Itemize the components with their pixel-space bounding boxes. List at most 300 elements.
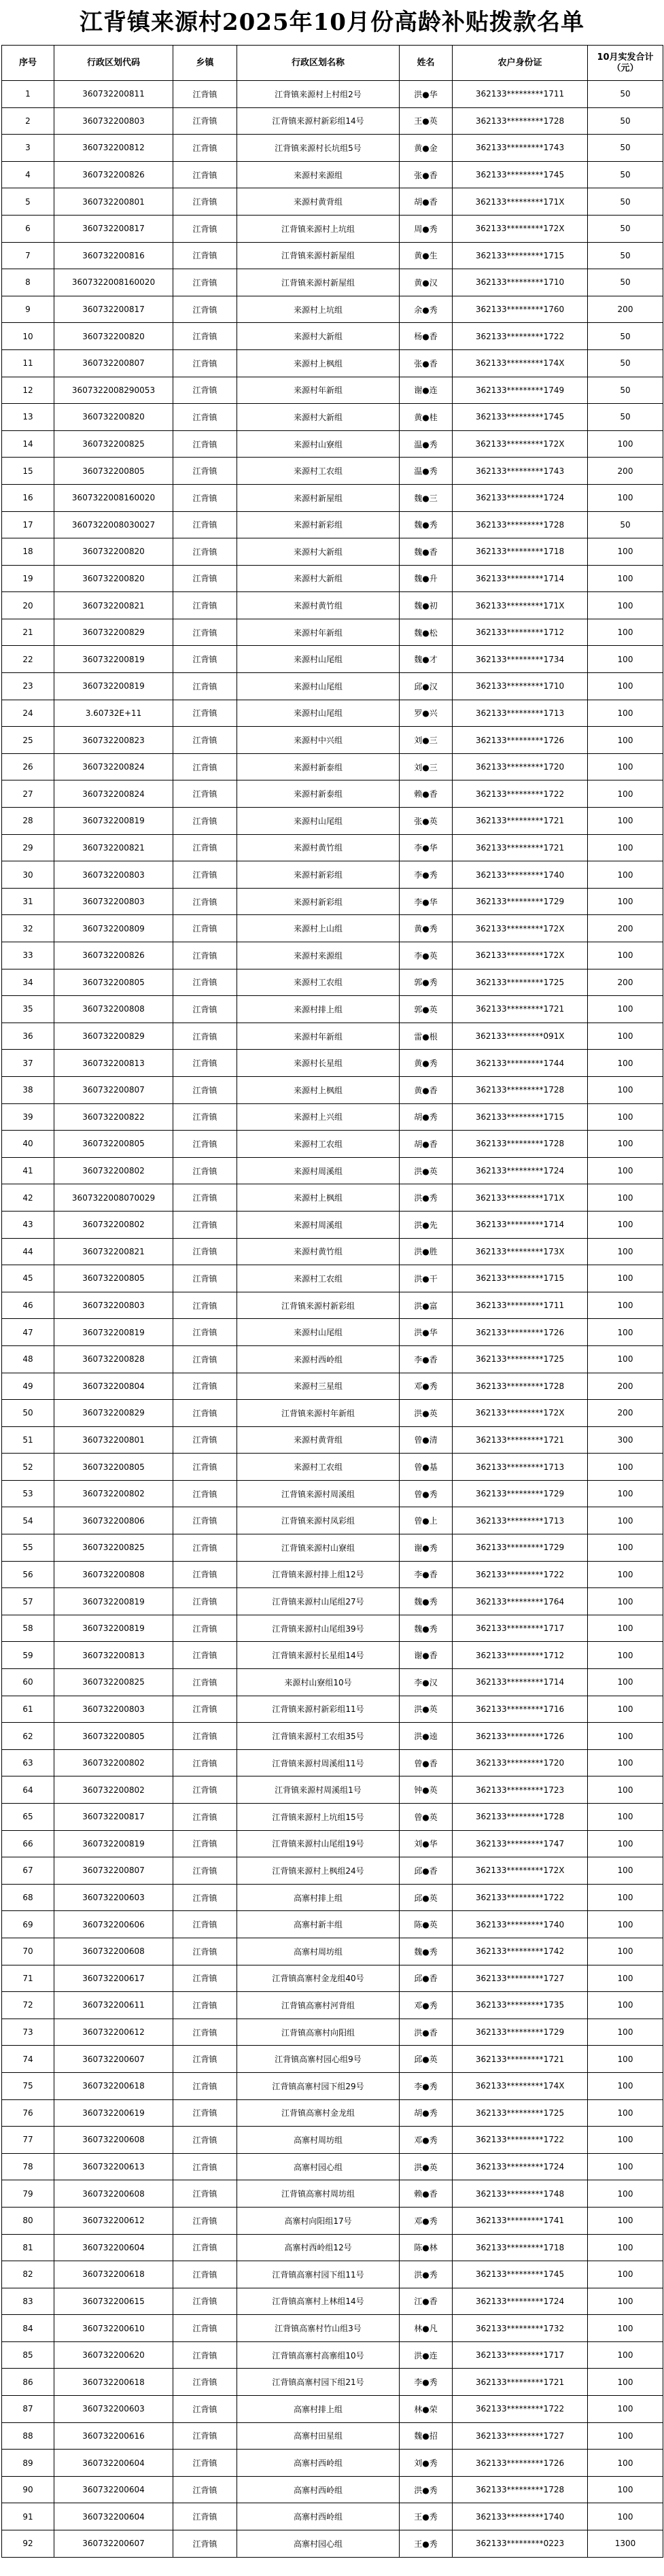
cell-index: 71 [2,1965,54,1992]
cell-region-name: 高寨村新丰组 [237,1911,400,1938]
cell-region-code: 360732200820 [54,538,173,566]
cell-index: 28 [2,808,54,835]
cell-id-number: 362133*********1718 [453,538,588,566]
cell-index: 9 [2,296,54,323]
cell-name: 魏●秀 [400,511,453,538]
cell-amount: 100 [588,2503,663,2530]
cell-region-code: 360732200604 [54,2450,173,2477]
cell-index: 7 [2,242,54,269]
cell-town: 江背镇 [173,458,237,485]
cell-name: 谢●香 [400,1642,453,1669]
cell-town: 江背镇 [173,2261,237,2288]
cell-name: 邓●秀 [400,2127,453,2154]
cell-index: 3 [2,135,54,162]
cell-town: 江背镇 [173,1345,237,1373]
table-row [2,915,663,942]
cell-amount: 200 [588,1400,663,1427]
cell-index: 42 [2,1184,54,1212]
cell-amount: 100 [588,861,663,889]
table-row [2,2476,663,2503]
cell-region-name: 来源村大新组 [237,404,400,431]
cell-town: 江背镇 [173,215,237,242]
cell-region-name: 江背镇高寨村高寨组10号 [237,2341,400,2369]
cell-amount: 100 [588,1292,663,1319]
cell-index: 46 [2,1292,54,1319]
cell-amount: 50 [588,135,663,162]
cell-amount: 100 [588,2288,663,2315]
cell-town: 江背镇 [173,673,237,700]
cell-index: 19 [2,565,54,592]
cell-id-number: 362133*********1718 [453,2234,588,2261]
cell-amount: 100 [588,1911,663,1938]
cell-name: 林●凡 [400,2315,453,2342]
cell-town: 江背镇 [173,1965,237,1992]
cell-region-code: 360732200802 [54,1776,173,1804]
table-row [2,727,663,754]
cell-amount: 100 [588,1992,663,2019]
cell-id-number: 362133*********1724 [453,2288,588,2315]
cell-id-number: 362133*********1721 [453,996,588,1023]
cell-amount: 100 [588,1319,663,1346]
cell-amount: 100 [588,753,663,780]
cell-index: 64 [2,1776,54,1804]
cell-town: 江背镇 [173,188,237,216]
cell-region-code: 360732200608 [54,2180,173,2208]
cell-amount: 100 [588,1642,663,1669]
cell-name: 洪●秀 [400,1184,453,1212]
cell-town: 江背镇 [173,511,237,538]
cell-region-code: 360732200611 [54,1992,173,2019]
table-row [2,430,663,458]
subsidy-table [1,45,663,2558]
table-row [2,1561,663,1588]
cell-town: 江背镇 [173,915,237,942]
cell-region-code: 360732200805 [54,969,173,996]
cell-region-code: 360732200612 [54,2207,173,2234]
cell-region-code: 360732200604 [54,2476,173,2503]
cell-id-number: 362133*********1728 [453,107,588,135]
cell-region-code: 360732200826 [54,161,173,188]
cell-amount: 100 [588,2072,663,2099]
table-row [2,349,663,377]
cell-region-name: 江背镇高寨村园下组29号 [237,2072,400,2099]
cell-id-number: 362133*********172X [453,915,588,942]
cell-town: 江背镇 [173,377,237,404]
cell-id-number: 362133*********1723 [453,1776,588,1804]
cell-region-code: 3.60732E+11 [54,700,173,727]
cell-town: 江背镇 [173,1400,237,1427]
cell-id-number: 362133*********1722 [453,780,588,808]
cell-name: 曾●清 [400,1426,453,1454]
cell-region-name: 来源村黄竹组 [237,592,400,619]
cell-id-number: 362133*********172X [453,215,588,242]
cell-id-number: 362133*********1727 [453,2422,588,2450]
cell-town: 江背镇 [173,2503,237,2530]
cell-name: 杨●香 [400,323,453,350]
cell-id-number: 362133*********1728 [453,2476,588,2503]
cell-region-code: 360732200603 [54,2396,173,2423]
cell-name: 邱●汉 [400,673,453,700]
cell-region-code: 360732200821 [54,1238,173,1265]
cell-amount: 300 [588,1426,663,1454]
cell-region-code: 360732200802 [54,1749,173,1776]
table-row [2,888,663,915]
cell-id-number: 362133*********1747 [453,1830,588,1857]
cell-id-number: 362133*********1721 [453,2046,588,2073]
cell-region-name: 来源村上枫组 [237,349,400,377]
cell-region-name: 江背镇来源村上坑组 [237,215,400,242]
cell-amount: 100 [588,780,663,808]
cell-town: 江背镇 [173,430,237,458]
cell-region-name: 高寨村西岭组 [237,2503,400,2530]
cell-name: 洪●英 [400,1400,453,1427]
cell-id-number: 362133*********172X [453,942,588,969]
cell-amount: 100 [588,1454,663,1481]
cell-town: 江背镇 [173,296,237,323]
cell-region-code: 360732200826 [54,942,173,969]
cell-index: 66 [2,1830,54,1857]
cell-name: 洪●华 [400,81,453,108]
cell-region-name: 江背镇来源村山尾组27号 [237,1588,400,1615]
cell-index: 24 [2,700,54,727]
cell-id-number: 362133*********1726 [453,727,588,754]
cell-region-code: 3607322008290053 [54,377,173,404]
cell-region-code: 360732200807 [54,1076,173,1103]
cell-amount: 100 [588,2127,663,2154]
cell-amount: 100 [588,2207,663,2234]
cell-region-name: 江背镇高寨村金龙组 [237,2099,400,2127]
cell-region-code: 360732200808 [54,1561,173,1588]
cell-name: 罗●兴 [400,700,453,727]
cell-id-number: 362133*********1722 [453,323,588,350]
cell-name: 刘●三 [400,727,453,754]
cell-index: 21 [2,619,54,646]
cell-region-name: 江背镇来源村山尾组19号 [237,1830,400,1857]
cell-amount: 100 [588,1615,663,1642]
cell-name: 李●汉 [400,1669,453,1696]
cell-town: 江背镇 [173,700,237,727]
cell-name: 洪●秀 [400,2476,453,2503]
document-title: 江背镇来源村2025年10月份高龄补贴拨款名单 [80,9,584,36]
cell-region-name: 来源村周溪组 [237,1211,400,1238]
cell-amount: 100 [588,2341,663,2369]
cell-amount: 100 [588,1211,663,1238]
cell-region-code: 360732200819 [54,808,173,835]
cell-amount: 100 [588,592,663,619]
cell-index: 85 [2,2341,54,2369]
cell-town: 江背镇 [173,2422,237,2450]
cell-index: 88 [2,2422,54,2450]
cell-id-number: 362133*********1743 [453,135,588,162]
cell-region-code: 360732200813 [54,1642,173,1669]
cell-region-name: 江背镇高寨村园下组11号 [237,2261,400,2288]
cell-amount: 100 [588,1050,663,1077]
cell-index: 22 [2,646,54,673]
cell-name: 洪●英 [400,2153,453,2180]
cell-index: 37 [2,1050,54,1077]
cell-index: 1 [2,81,54,108]
cell-region-name: 江背镇来源村排上组12号 [237,1561,400,1588]
cell-town: 江背镇 [173,753,237,780]
cell-name: 洪●华 [400,1319,453,1346]
cell-region-code: 360732200616 [54,2422,173,2450]
cell-name: 胡●秀 [400,2099,453,2127]
cell-region-name: 来源村周溪组 [237,1157,400,1184]
cell-region-name: 江背镇来源村山寮组 [237,1534,400,1562]
cell-id-number: 362133*********1740 [453,861,588,889]
cell-name: 李●秀 [400,2369,453,2396]
table-row [2,269,663,296]
cell-name: 洪●连 [400,2341,453,2369]
cell-id-number: 362133*********1715 [453,1265,588,1292]
table-row [2,458,663,485]
cell-region-code: 360732200619 [54,2099,173,2127]
cell-region-code: 360732200829 [54,1400,173,1427]
cell-amount: 100 [588,484,663,511]
cell-region-name: 来源村上兴组 [237,1103,400,1131]
cell-id-number: 362133*********1712 [453,619,588,646]
table-row [2,1938,663,1965]
cell-name: 洪●秀 [400,2261,453,2288]
table-row [2,1292,663,1319]
cell-region-code: 360732200807 [54,1857,173,1885]
cell-region-name: 来源村山尾组 [237,1319,400,1346]
cell-amount: 100 [588,808,663,835]
cell-id-number: 362133*********1725 [453,969,588,996]
cell-id-number: 362133*********1710 [453,673,588,700]
cell-town: 江背镇 [173,565,237,592]
cell-id-number: 362133*********1745 [453,161,588,188]
cell-region-code: 360732200803 [54,1696,173,1723]
cell-name: 李●香 [400,1561,453,1588]
table-row [2,996,663,1023]
cell-region-code: 360732200801 [54,1426,173,1454]
cell-region-name: 来源村工农组 [237,1454,400,1481]
cell-name: 李●华 [400,834,453,861]
cell-index: 44 [2,1238,54,1265]
cell-town: 江背镇 [173,619,237,646]
cell-region-name: 来源村上坑组 [237,296,400,323]
cell-region-name: 高寨村园心组 [237,2530,400,2558]
cell-index: 23 [2,673,54,700]
cell-amount: 100 [588,2315,663,2342]
cell-index: 8 [2,269,54,296]
cell-town: 江背镇 [173,808,237,835]
cell-region-code: 360732200618 [54,2261,173,2288]
cell-town: 江背镇 [173,1076,237,1103]
cell-town: 江背镇 [173,135,237,162]
cell-region-code: 360732200612 [54,2019,173,2046]
cell-amount: 100 [588,1103,663,1131]
cell-index: 32 [2,915,54,942]
table-row [2,780,663,808]
cell-amount: 100 [588,1023,663,1050]
cell-amount: 100 [588,2153,663,2180]
cell-town: 江背镇 [173,2180,237,2208]
table-row [2,1076,663,1103]
cell-id-number: 362133*********1715 [453,242,588,269]
cell-name: 陈●林 [400,2234,453,2261]
cell-region-name: 来源村上枫组 [237,1184,400,1212]
cell-region-code: 360732200620 [54,2341,173,2369]
cell-region-code: 360732200803 [54,861,173,889]
cell-region-name: 江背镇来源村凤彩组 [237,1507,400,1534]
cell-name: 张●香 [400,161,453,188]
cell-id-number: 362133*********1712 [453,1642,588,1669]
cell-name: 洪●英 [400,1696,453,1723]
cell-region-code: 360732200811 [54,81,173,108]
cell-region-name: 来源村三星组 [237,1373,400,1400]
cell-name: 郭●英 [400,996,453,1023]
table-row [2,1723,663,1750]
table-row [2,1131,663,1158]
cell-name: 魏●才 [400,646,453,673]
cell-region-code: 360732200807 [54,349,173,377]
table-row [2,673,663,700]
cell-town: 江背镇 [173,1454,237,1481]
cell-town: 江背镇 [173,1804,237,1831]
cell-amount: 200 [588,1373,663,1400]
table-row [2,861,663,889]
cell-name: 魏●香 [400,538,453,566]
cell-index: 62 [2,1723,54,1750]
cell-region-name: 江背镇高寨村金龙组40号 [237,1965,400,1992]
cell-id-number: 362133*********1741 [453,2207,588,2234]
cell-amount: 100 [588,2450,663,2477]
cell-index: 81 [2,2234,54,2261]
table-row [2,1345,663,1373]
cell-amount: 50 [588,242,663,269]
cell-region-name: 来源村年新组 [237,377,400,404]
cell-index: 78 [2,2153,54,2180]
table-row [2,1507,663,1534]
cell-name: 张●英 [400,808,453,835]
table-row [2,2099,663,2127]
cell-name: 魏●秀 [400,1615,453,1642]
table-row [2,2396,663,2423]
cell-region-code: 360732200805 [54,1265,173,1292]
cell-name: 曾●英 [400,1804,453,1831]
cell-region-name: 江背镇来源村上村组2号 [237,81,400,108]
cell-region-code: 360732200820 [54,565,173,592]
cell-id-number: 362133*********1721 [453,834,588,861]
cell-region-code: 360732200816 [54,242,173,269]
cell-region-code: 360732200805 [54,1723,173,1750]
cell-id-number: 362133*********1725 [453,2099,588,2127]
cell-index: 10 [2,323,54,350]
cell-index: 53 [2,1480,54,1507]
cell-region-name: 江背镇来源村上坑组15号 [237,1804,400,1831]
cell-region-code: 360732200804 [54,1373,173,1400]
cell-town: 江背镇 [173,1131,237,1158]
cell-id-number: 362133*********1714 [453,565,588,592]
cell-region-name: 江背镇来源村新屋组 [237,269,400,296]
cell-region-name: 高寨村田星组 [237,2422,400,2450]
cell-id-number: 362133*********1721 [453,808,588,835]
cell-town: 江背镇 [173,1023,237,1050]
cell-id-number: 362133*********1748 [453,2180,588,2208]
cell-index: 27 [2,780,54,808]
table-row [2,1749,663,1776]
cell-region-name: 来源村黄背组 [237,1426,400,1454]
cell-amount: 100 [588,1131,663,1158]
cell-name: 钟●英 [400,1776,453,1804]
cell-amount: 100 [588,538,663,566]
cell-region-code: 360732200808 [54,996,173,1023]
cell-id-number: 362133*********1726 [453,1319,588,1346]
table-row [2,2503,663,2530]
cell-index: 15 [2,458,54,485]
cell-index: 56 [2,1561,54,1588]
cell-id-number: 362133*********1740 [453,1911,588,1938]
table-row [2,2180,663,2208]
cell-town: 江背镇 [173,1103,237,1131]
cell-amount: 100 [588,2046,663,2073]
cell-region-name: 高寨村西岭组 [237,2476,400,2503]
cell-town: 江背镇 [173,1157,237,1184]
cell-id-number: 362133*********1760 [453,296,588,323]
cell-name: 黄●生 [400,242,453,269]
cell-region-name: 来源村工农组 [237,1265,400,1292]
cell-town: 江背镇 [173,2099,237,2127]
cell-index: 48 [2,1345,54,1373]
cell-index: 59 [2,1642,54,1669]
cell-region-name: 来源村上枫组 [237,1076,400,1103]
cell-amount: 50 [588,511,663,538]
cell-amount: 100 [588,1588,663,1615]
cell-name: 魏●松 [400,619,453,646]
cell-amount: 100 [588,834,663,861]
table-row [2,700,663,727]
cell-region-code: 360732200820 [54,404,173,431]
cell-region-name: 来源村新屋组 [237,484,400,511]
cell-region-code: 360732200803 [54,107,173,135]
cell-index: 82 [2,2261,54,2288]
cell-index: 33 [2,942,54,969]
cell-town: 江背镇 [173,1830,237,1857]
table-row [2,107,663,135]
cell-town: 江背镇 [173,81,237,108]
cell-region-name: 来源村新彩组 [237,511,400,538]
cell-name: 魏●秀 [400,1938,453,1965]
cell-id-number: 362133*********1715 [453,1103,588,1131]
cell-name: 洪●干 [400,1265,453,1292]
cell-region-name: 高寨村西岭组12号 [237,2234,400,2261]
cell-region-code: 360732200608 [54,1938,173,1965]
cell-town: 江背镇 [173,161,237,188]
cell-index: 50 [2,1400,54,1427]
cell-town: 江背镇 [173,1238,237,1265]
cell-name: 胡●秀 [400,1103,453,1131]
cell-region-code: 360732200819 [54,1615,173,1642]
cell-index: 35 [2,996,54,1023]
cell-id-number: 362133*********1714 [453,1211,588,1238]
cell-amount: 50 [588,215,663,242]
cell-id-number: 362133*********1720 [453,753,588,780]
cell-town: 江背镇 [173,2476,237,2503]
table-row [2,1669,663,1696]
cell-region-name: 来源村来源组 [237,942,400,969]
cell-id-number: 362133*********1710 [453,269,588,296]
cell-region-code: 360732200618 [54,2369,173,2396]
cell-region-name: 来源村黄背组 [237,188,400,216]
cell-region-code: 360732200803 [54,888,173,915]
header-region-code: 行政区划代码 [54,46,173,81]
cell-id-number: 362133*********1722 [453,1561,588,1588]
cell-id-number: 362133*********1728 [453,1804,588,1831]
cell-region-code: 360732200819 [54,673,173,700]
cell-index: 77 [2,2127,54,2154]
